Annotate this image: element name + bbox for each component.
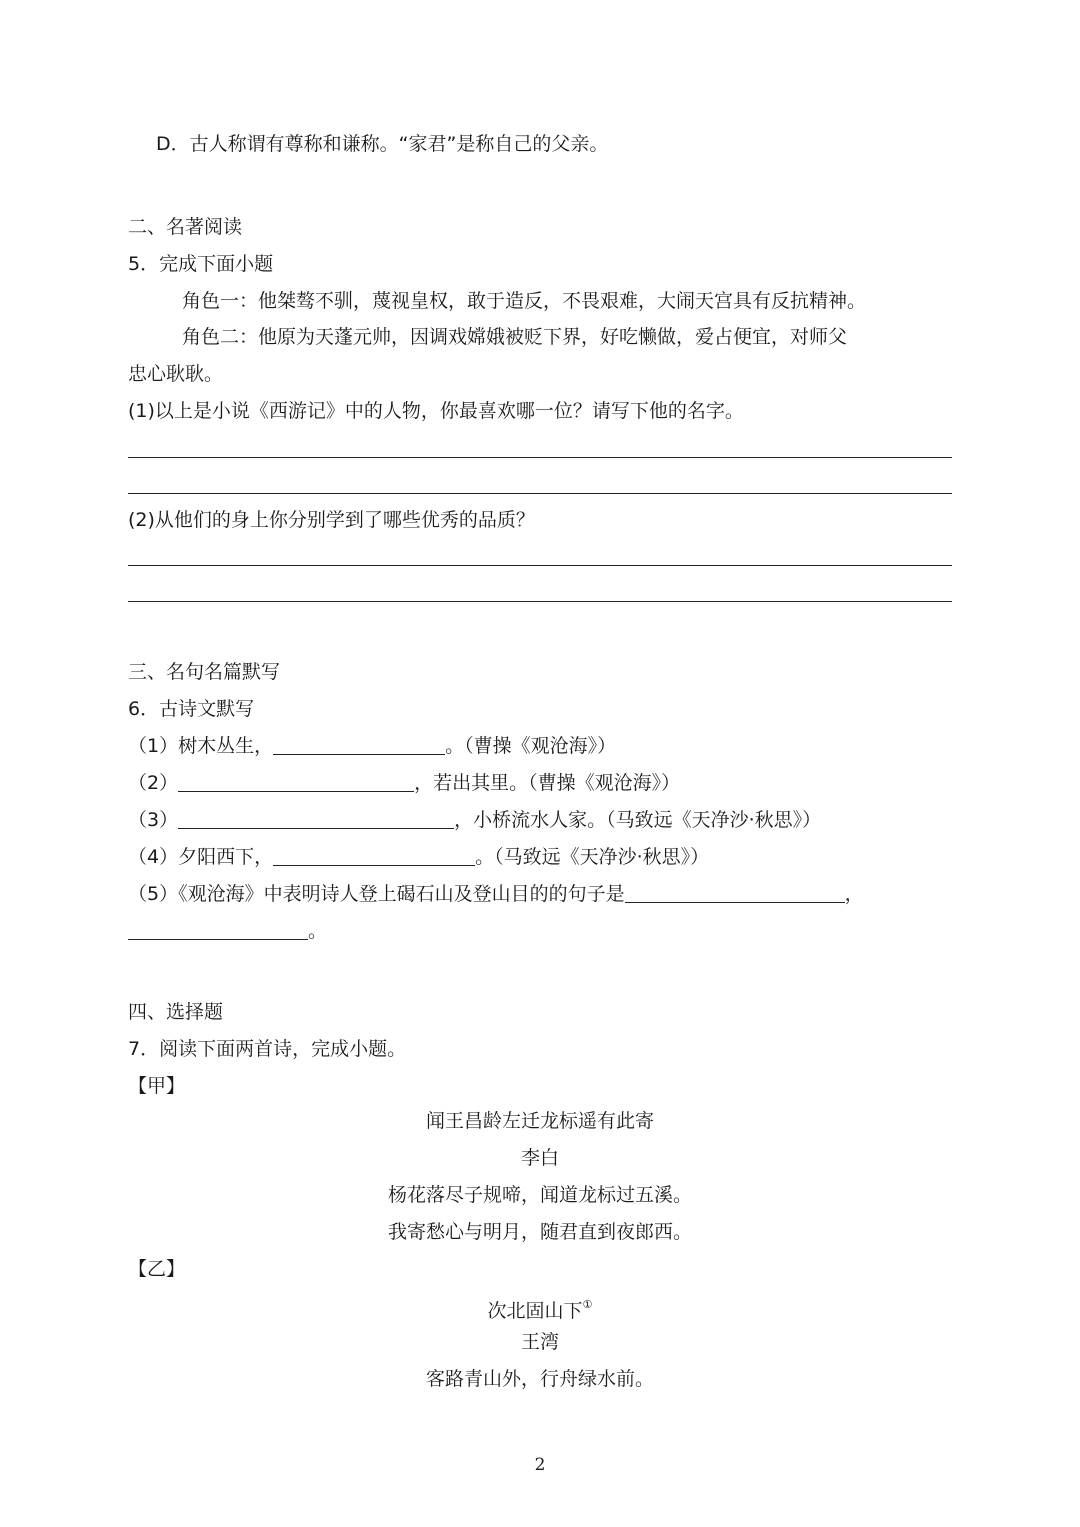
option-d: D．古人称谓有尊称和谦称。“家君”是称自己的父亲。	[156, 133, 609, 155]
answer-line[interactable]	[128, 457, 952, 458]
role-two-description-line-2: 忠心耿耿。	[128, 363, 224, 385]
page-number: 2	[534, 1455, 546, 1475]
poem-2-line-1: 客路青山外，行舟绿水前。	[425, 1368, 654, 1390]
sub-question-1: (1)以上是小说《西游记》中的人物，你最喜欢哪一位？请写下他的名字。	[128, 400, 744, 422]
dictation-item-5: （5）《观沧海》中表明诗人登上碣石山及登山目的的句子是 ，	[128, 883, 864, 905]
answer-line[interactable]	[128, 601, 952, 602]
poem-1-author: 李白	[520, 1147, 559, 1169]
poem-jia-label: 【甲】	[128, 1075, 186, 1097]
dictation-item-4: （4）夕阳西下， 。（马致远《天净沙·秋思》）	[128, 846, 710, 868]
question-7-stem: 7．阅读下面两首诗，完成小题。	[128, 1038, 407, 1060]
section-3-title: 三、名句名篇默写	[128, 661, 281, 683]
question-5-stem: 5．完成下面小题	[128, 253, 274, 275]
fill-blank[interactable]	[178, 773, 414, 792]
poem-1-line-2: 我寄愁心与明月，随君直到夜郎西。	[387, 1221, 692, 1243]
dictation-item-3: （3） ，小桥流水人家。（马致远《天净沙·秋思》）	[128, 809, 822, 831]
section-4-title: 四、选择题	[128, 1001, 224, 1023]
footnote-marker[interactable]: ①	[582, 1298, 593, 1311]
fill-blank[interactable]	[128, 921, 308, 940]
section-2-title: 二、名著阅读	[128, 216, 243, 238]
dictation-item-1: （1）树木丛生， 。（曹操《观沧海》）	[128, 735, 617, 757]
role-one-description: 角色一：他桀骜不驯，蔑视皇权，敢于造反，不畏艰难，大闹天宫具有反抗精神。	[182, 290, 867, 312]
dictation-item-5-continued: 。	[128, 918, 327, 944]
sub-question-2: (2)从他们的身上你分别学到了哪些优秀的品质？	[128, 509, 535, 531]
question-6-stem: 6．古诗文默写	[128, 698, 255, 720]
fill-blank[interactable]	[273, 847, 475, 866]
fill-blank[interactable]	[625, 884, 845, 903]
answer-line[interactable]	[128, 493, 952, 494]
poem-2-title: 次北固山下①	[487, 1298, 593, 1322]
poem-yi-label: 【乙】	[128, 1258, 186, 1280]
dictation-item-2: （2） ，若出其里。（曹操《观沧海》）	[128, 772, 681, 794]
poem-1-title: 闻王昌龄左迁龙标遥有此寄	[425, 1110, 654, 1132]
fill-blank[interactable]	[273, 736, 445, 755]
poem-1-line-1: 杨花落尽子规啼，闻道龙标过五溪。	[387, 1184, 692, 1206]
role-two-description-line-1: 角色二：他原为天蓬元帅，因调戏嫦娥被贬下界，好吃懒做，爱占便宜，对师父	[182, 326, 848, 348]
answer-line[interactable]	[128, 565, 952, 566]
poem-2-author: 王湾	[520, 1331, 559, 1353]
fill-blank[interactable]	[178, 810, 454, 829]
